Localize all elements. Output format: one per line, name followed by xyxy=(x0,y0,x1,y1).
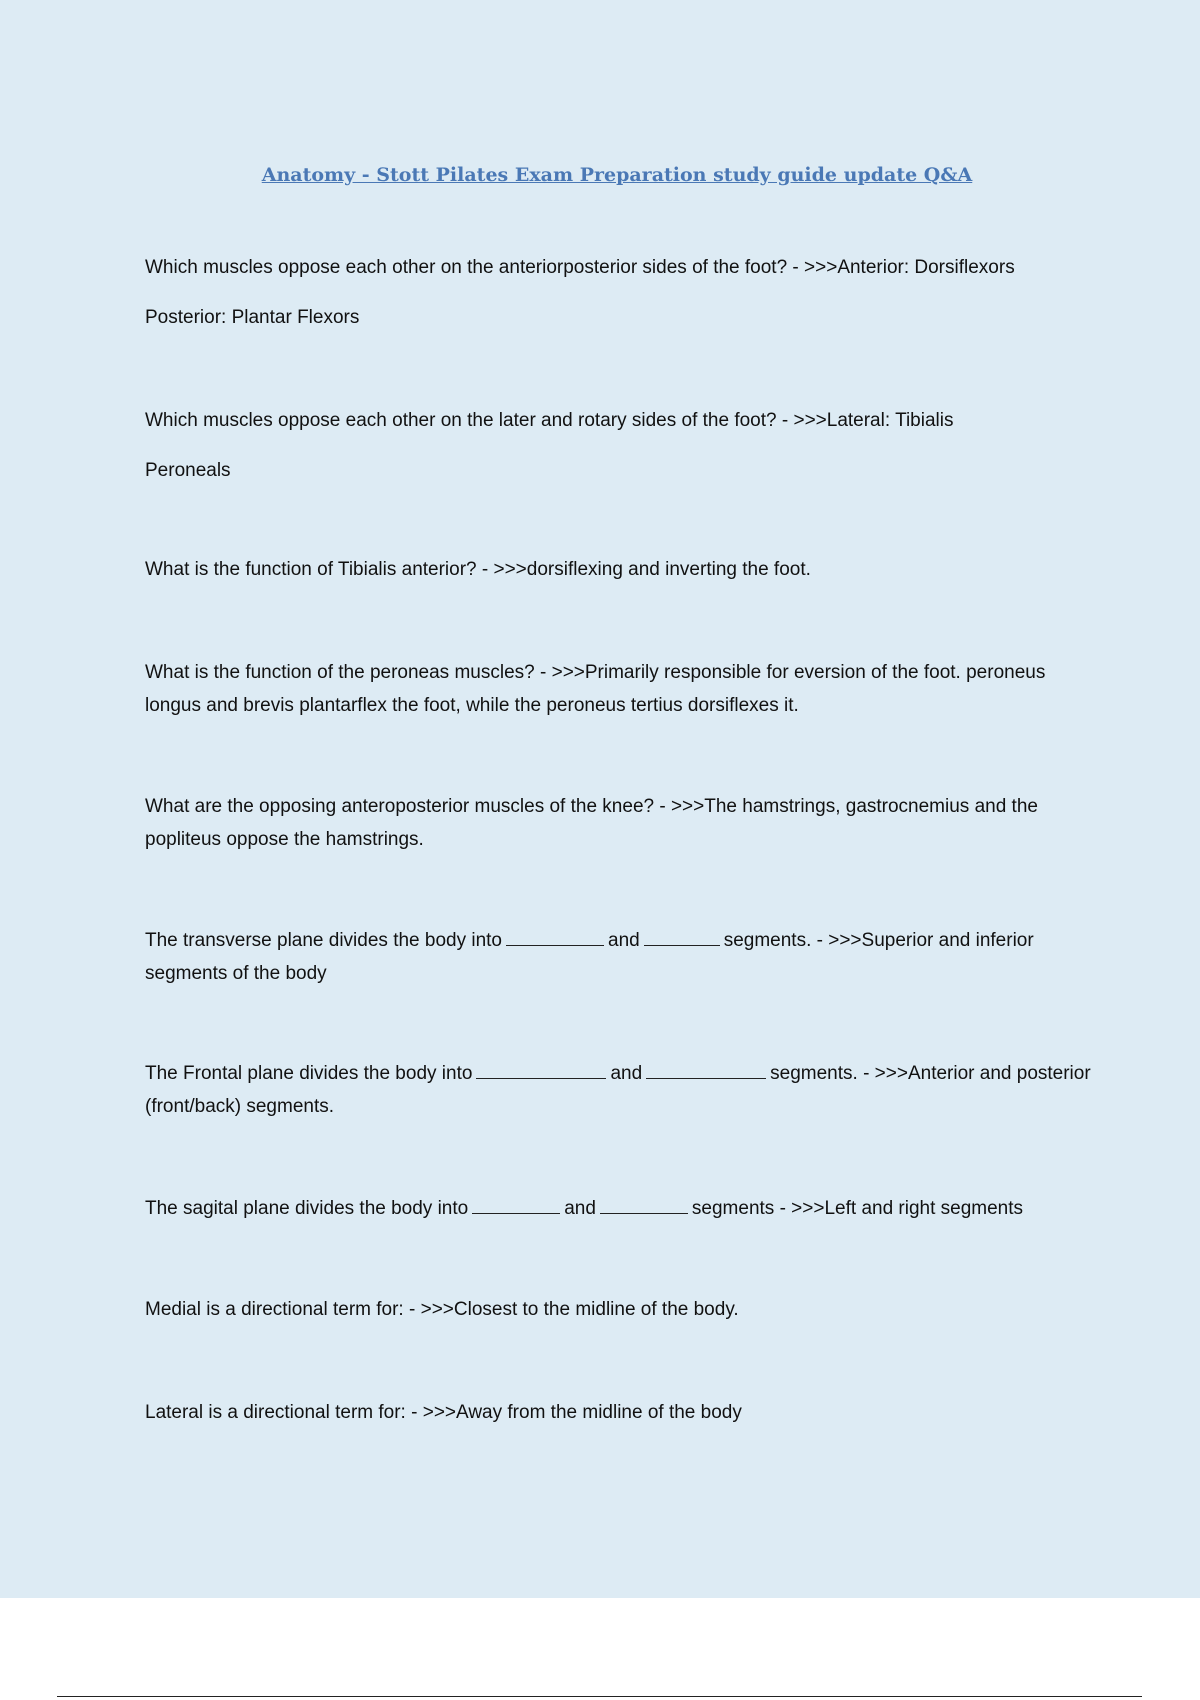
qa-answer: Peroneals xyxy=(145,460,231,481)
fill-blank xyxy=(644,927,720,946)
footer-divider xyxy=(57,1696,1142,1697)
qa-prefix: The sagital plane divides the body into xyxy=(145,1198,469,1219)
fill-blank xyxy=(600,1195,688,1214)
qa-answer: Posterior: Plantar Flexors xyxy=(145,307,360,328)
qa-item-5: What are the opposing anteroposterior muscles of the knee? - >>>The hamstrings, gastrocnemius and the popliteus oppose the hamstrings. xyxy=(145,796,1038,850)
fill-blank xyxy=(472,1195,560,1214)
fill-blank xyxy=(506,927,604,946)
fill-blank xyxy=(646,1060,766,1079)
qa-item-7 xyxy=(145,1057,1095,1123)
qa-suffix: segments. - >>>Superior and inferior segments of the body xyxy=(145,930,1034,984)
qa-item-9: Medial is a directional term for: - >>>Closest to the midline of the body. xyxy=(145,1299,739,1320)
fill-blank xyxy=(476,1060,606,1079)
document-title: Anatomy - Stott Pilates Exam Preparation study guide update Q&A xyxy=(261,164,973,186)
qa-and: and xyxy=(610,1063,643,1084)
qa-and: and xyxy=(564,1198,596,1219)
qa-item-3: What is the function of Tibialis anterior? - >>>dorsiflexing and inverting the foot. xyxy=(145,559,811,580)
qa-question: Which muscles oppose each other on the later and rotary sides of the foot? - >>>Lateral: Tibialis xyxy=(145,410,954,431)
qa-item-1 xyxy=(145,243,1095,343)
qa-suffix: segments. - >>>Anterior and posterior (front/back) segments. xyxy=(145,1063,1091,1117)
qa-suffix: segments - >>>Left and right segments xyxy=(691,1198,1024,1219)
qa-item-2 xyxy=(145,396,1095,496)
qa-item-8 xyxy=(145,1192,1095,1225)
qa-item-6 xyxy=(145,924,1095,990)
qa-prefix: The Frontal plane divides the body into xyxy=(145,1063,473,1084)
qa-item-4: What is the function of the peroneas muscles? - >>>Primarily responsible for eversion of the foot. peroneus longus and brevis plantarflex the foot, while the peroneus tertius dorsiflexes it. xyxy=(145,662,1046,716)
qa-prefix: The transverse plane divides the body into xyxy=(145,930,502,951)
qa-question: Which muscles oppose each other on the anteriorposterior sides of the foot? - >>>Anterior: Dorsiflexors xyxy=(145,257,1015,278)
qa-and: and xyxy=(608,930,640,951)
qa-item-10: Lateral is a directional term for: - >>>Away from the midline of the body xyxy=(145,1402,742,1423)
